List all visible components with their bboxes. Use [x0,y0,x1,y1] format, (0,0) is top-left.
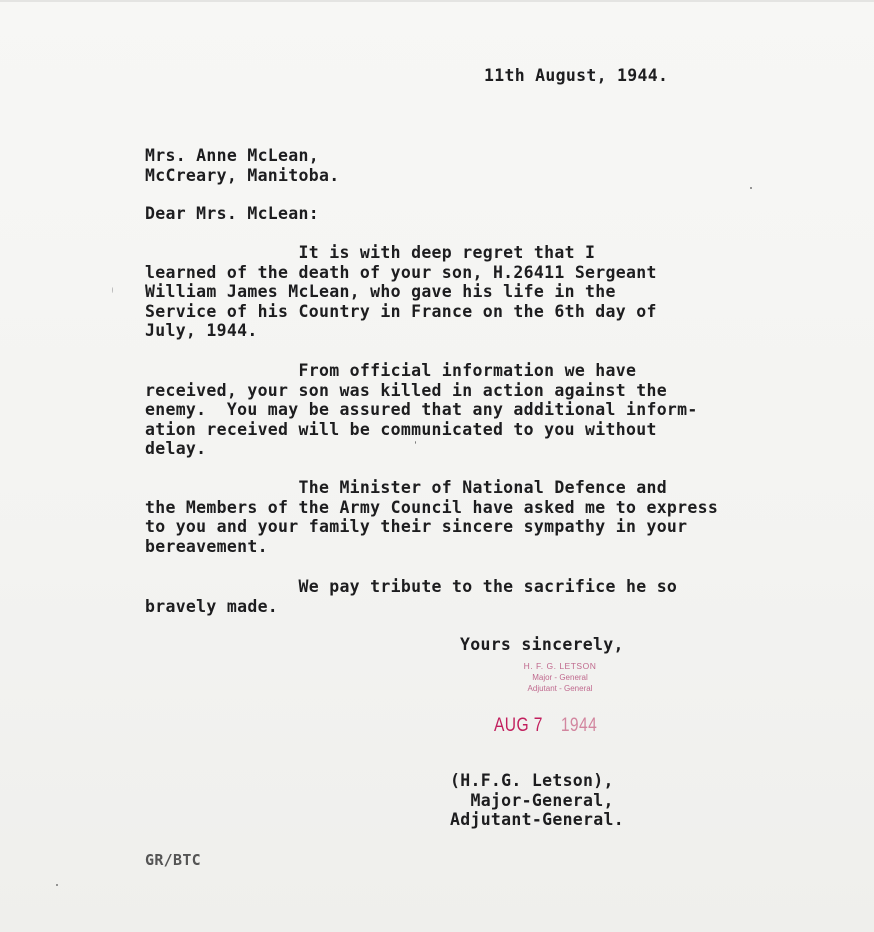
paper-speck [56,884,58,886]
paragraph-4 [145,577,677,616]
paragraph-line: the Members of the Army Council have asked me to express [145,497,719,517]
reference-initials: GR/BTC [145,851,201,869]
recipient-name: Mrs. Anne McLean, [145,146,319,165]
paper-speck [112,287,113,293]
paper-speck [750,187,752,189]
paragraph-line: William James McLean, who gave his life in the [145,282,616,301]
signature-title: Adjutant-General. [450,810,624,829]
signature-stamp [490,661,630,694]
stamp-rank: Major - General [532,673,588,682]
recipient-address [145,146,339,185]
paragraph-line: We pay tribute to the sacrifice he so [145,577,678,596]
stamp-name: H. F. G. LETSON [523,661,597,671]
paragraph-3 [145,478,718,556]
paragraph-line: enemy. You may be assured that any additional inform- [145,400,698,419]
date-stamp-year: 1944 [560,715,598,736]
signature-rank: Major-General, [450,790,614,810]
paragraph-line: bravely made. [145,596,279,616]
paragraph-2 [145,361,698,459]
letter-date: 11th August, 1944. [484,66,669,85]
paragraph-line: ation received will be communicated to you without [145,419,657,439]
signature-name: (H.F.G. Letson), [450,771,614,790]
recipient-location: McCreary, Manitoba. [145,165,340,185]
stamp-title: Adjutant - General [527,684,593,693]
closing: Yours sincerely, [460,635,624,654]
date-stamp-day: AUG 7 [494,715,543,736]
paragraph-line: Service of his Country in France on the 6th day of [145,301,657,321]
salutation: Dear Mrs. McLean: [145,204,319,223]
paragraph-line: to you and your family their sincere sympathy in your [145,517,688,536]
date-stamp [494,715,597,737]
paragraph-line: It is with deep regret that I [145,243,596,262]
paragraph-line: delay. [145,439,207,458]
paragraph-line: learned of the death of your son, H.26411 Sergeant [145,262,657,282]
paper-speck [415,441,416,444]
paragraph-line: received, your son was killed in action against the [145,380,667,400]
paragraph-1 [145,243,657,341]
paragraph-line: The Minister of National Defence and [145,478,667,497]
paragraph-line: bereavement. [145,536,268,556]
paragraph-line: From official information we have [145,361,637,380]
signature-block [450,771,624,830]
paragraph-line: July, 1944. [145,321,258,340]
